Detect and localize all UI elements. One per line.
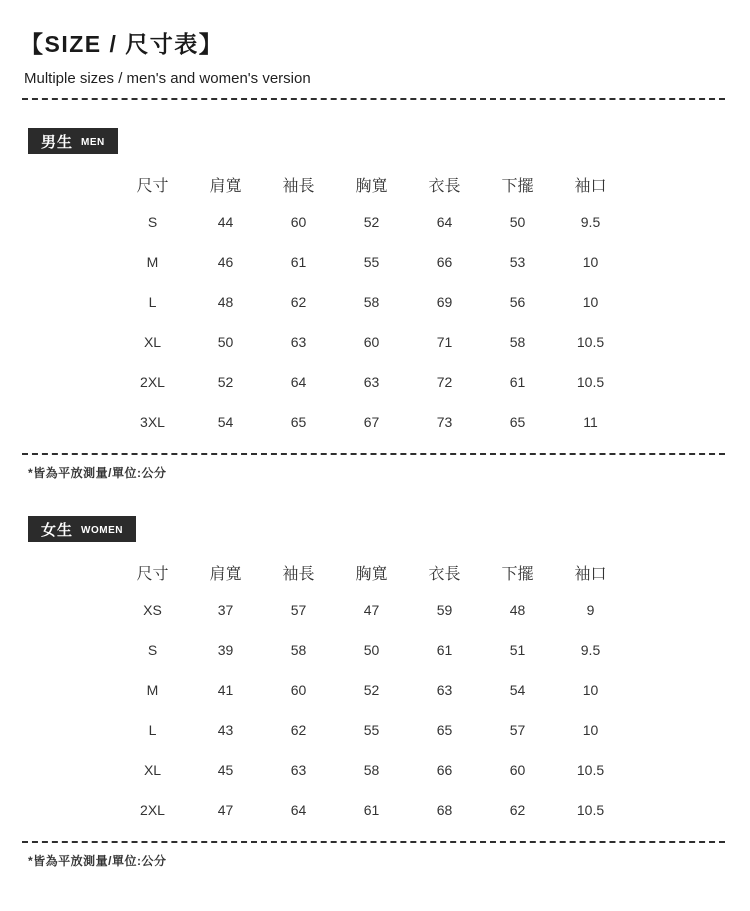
measurement-value: 57 [290,602,307,618]
measurement-value: 65 [290,414,307,430]
size-label: S [147,214,158,230]
measurement-value: 11 [583,414,598,430]
measurement-value: 66 [436,762,453,778]
measurement-value: 51 [509,642,526,658]
table-row [116,590,627,630]
measurement-value: 68 [436,802,453,818]
measurement-value: 10 [582,254,599,270]
measurement-value: 59 [436,602,453,618]
size-label: L [148,722,157,738]
measurement-value: 50 [217,334,234,350]
column-header: 尺寸 [136,565,169,583]
women-label-en: WOMEN [81,524,123,536]
measurement-value: 47 [363,602,380,618]
column-header: 下擺 [501,565,534,583]
measurement-value: 55 [363,254,380,270]
measurement-value: 58 [363,762,380,778]
measurement-value: 62 [290,722,307,738]
column-header: 肩寬 [209,177,242,195]
measurement-value: 61 [290,254,307,270]
column-header: 尺寸 [136,177,169,195]
men-label-en: MEN [81,136,105,148]
measurement-value: 58 [363,294,380,310]
measurement-value: 63 [290,762,307,778]
measurement-value: 61 [363,802,380,818]
measurement-value: 57 [509,722,526,738]
table-row [116,790,627,830]
divider-women-bottom [22,841,725,843]
measurement-value: 64 [436,214,453,230]
measurement-value: 63 [290,334,307,350]
page-subtitle: Multiple sizes / men's and women's version [24,70,311,87]
women-section [0,481,750,869]
header-row [116,554,627,590]
size-label: 3XL [140,414,165,430]
measurement-value: 10.5 [576,762,605,778]
men-section [0,100,750,481]
measurement-value: 54 [217,414,234,430]
women-label-zh: 女生 [41,521,74,539]
measurement-value: 50 [509,214,526,230]
column-header: 袖長 [282,565,315,583]
size-label: XS [143,602,162,618]
table-row [116,710,627,750]
measurement-value: 64 [290,374,307,390]
measurement-value: 63 [436,682,453,698]
measurement-value: 10 [582,294,599,310]
measurement-value: 52 [363,682,380,698]
size-label: XL [143,334,162,350]
measurement-value: 39 [217,642,234,658]
measurement-value: 37 [217,602,234,618]
measurement-value: 50 [363,642,380,658]
measurement-value: 60 [290,214,307,230]
divider-men-bottom [22,453,725,455]
measurement-value: 65 [436,722,453,738]
table-row [116,362,627,402]
measurement-value: 64 [290,802,307,818]
measurement-value: 60 [290,682,307,698]
measurement-value: 53 [509,254,526,270]
measurement-value: 63 [363,374,380,390]
size-label: M [146,682,159,698]
measurement-value: 9.5 [580,214,601,230]
table-row [116,402,627,442]
size-label: 2XL [140,374,165,390]
measurement-value: 66 [436,254,453,270]
column-header: 胸寬 [355,177,388,195]
measurement-value: 69 [436,294,453,310]
size-label: S [147,642,158,658]
table-row [116,242,627,282]
measurement-value: 9 [586,602,595,618]
table-row [116,322,627,362]
measurement-value: 10.5 [576,802,605,818]
column-header: 袖口 [574,177,607,195]
table-row [116,202,627,242]
measurement-value: 52 [363,214,380,230]
table-row [116,282,627,322]
measurement-value: 10.5 [576,374,605,390]
size-label: M [146,254,159,270]
measurement-value: 62 [509,802,526,818]
measurement-value: 54 [509,682,526,698]
measurement-value: 55 [363,722,380,738]
measurement-value: 73 [436,414,453,430]
measurement-value: 65 [509,414,526,430]
column-header: 肩寬 [209,565,242,583]
measurement-value: 60 [363,334,380,350]
column-header: 下擺 [501,177,534,195]
measurement-value: 61 [436,642,453,658]
measurement-value: 47 [217,802,234,818]
women-size-table [116,554,627,830]
column-header: 袖長 [282,177,315,195]
size-label: L [148,294,157,310]
men-label-zh: 男生 [41,133,74,151]
table-row [116,670,627,710]
measurement-value: 52 [217,374,234,390]
table-row [116,630,627,670]
header-row [116,166,627,202]
column-header: 衣長 [428,565,461,583]
measurement-value: 44 [217,214,234,230]
size-label: 2XL [140,802,165,818]
measurement-value: 61 [509,374,526,390]
measurement-value: 48 [509,602,526,618]
measurement-value: 60 [509,762,526,778]
measurement-value: 43 [217,722,234,738]
measurement-value: 10.5 [576,334,605,350]
women-section-label [28,516,136,542]
measurement-value: 45 [217,762,234,778]
measurement-value: 41 [217,682,234,698]
column-header: 胸寬 [355,565,388,583]
page-title: 【SIZE / 尺寸表】 [20,31,224,57]
column-header: 衣長 [428,177,461,195]
table-row [116,750,627,790]
men-section-label [28,128,118,154]
measurement-value: 10 [582,722,599,738]
men-size-table [116,166,627,442]
measurement-value: 48 [217,294,234,310]
men-footnote: *皆為平放測量/單位:公分 [28,466,167,480]
size-label: XL [143,762,162,778]
measurement-value: 71 [436,334,453,350]
measurement-value: 58 [509,334,526,350]
measurement-value: 72 [436,374,453,390]
measurement-value: 9.5 [580,642,601,658]
women-footnote: *皆為平放測量/單位:公分 [28,854,167,868]
measurement-value: 10 [582,682,599,698]
measurement-value: 58 [290,642,307,658]
measurement-value: 67 [363,414,380,430]
column-header: 袖口 [574,565,607,583]
measurement-value: 56 [509,294,526,310]
measurement-value: 62 [290,294,307,310]
measurement-value: 46 [217,254,234,270]
